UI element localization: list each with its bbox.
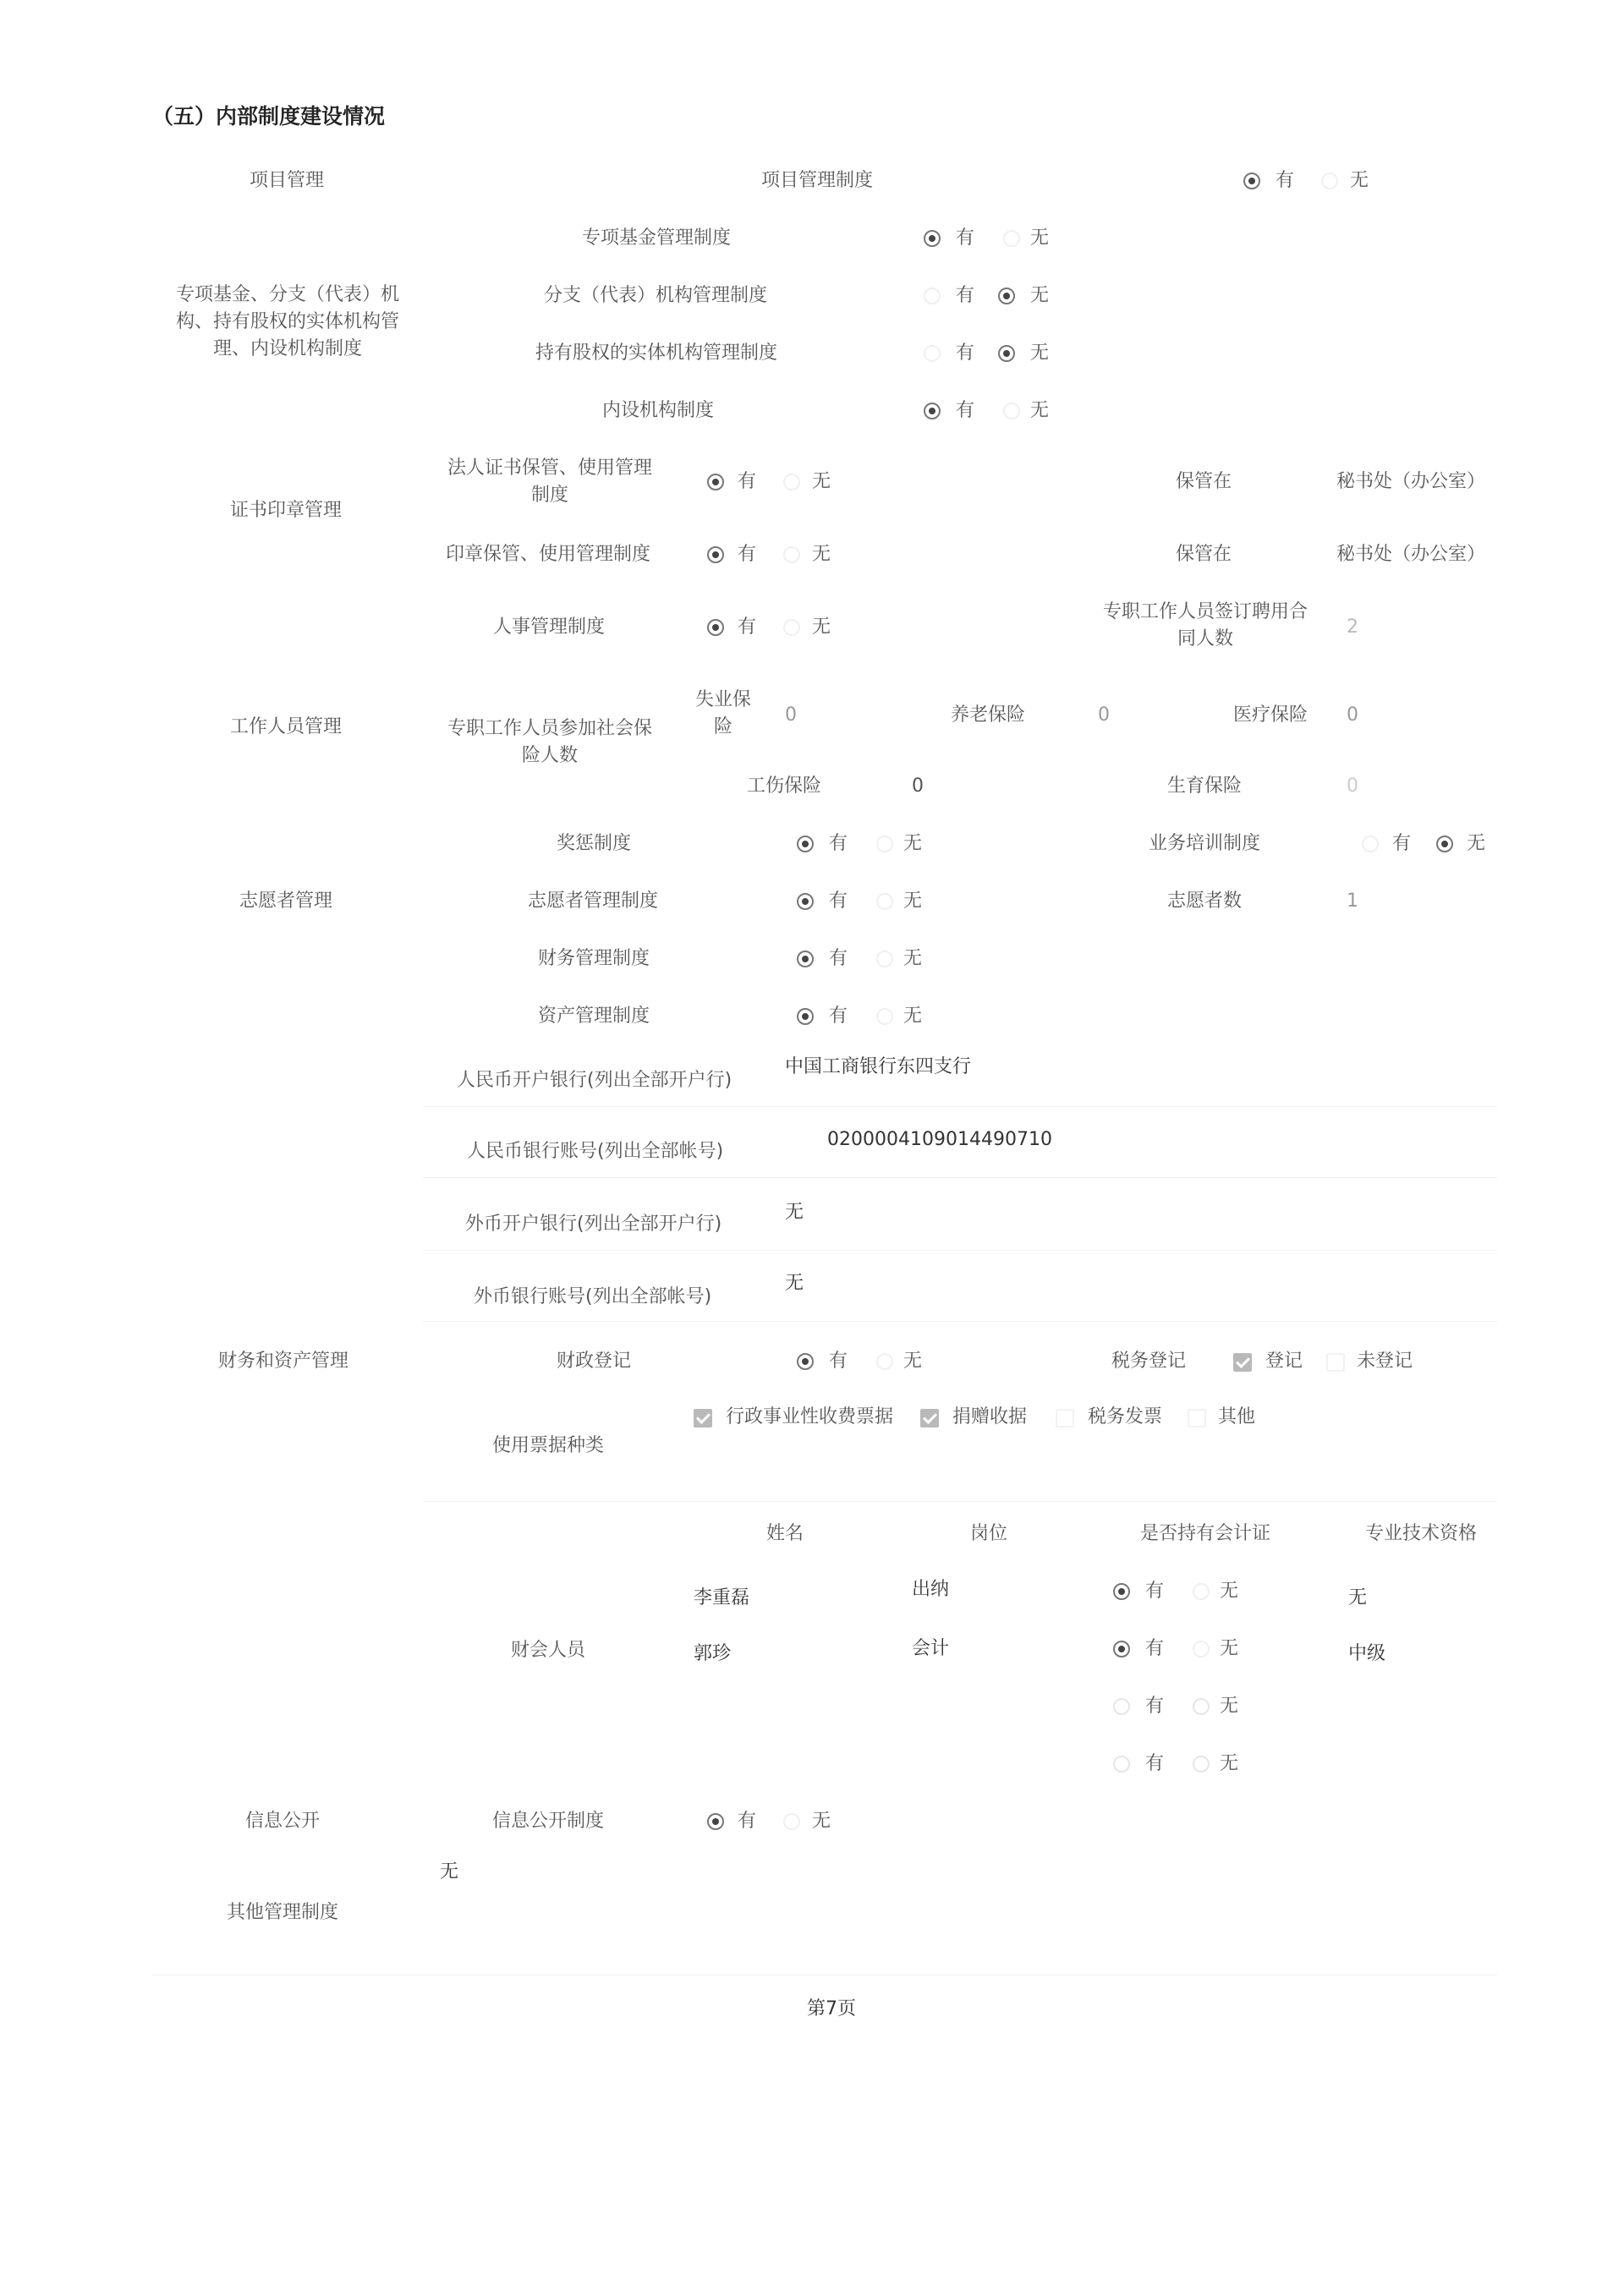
admin-fee-invoice-checkbox[interactable] <box>694 1409 712 1427</box>
reward-rule-yes-radio[interactable] <box>797 836 814 852</box>
volunteer-rule-label: 志愿者管理制度 <box>528 890 659 912</box>
yes-label: 有 <box>956 285 975 306</box>
injury-label: 工伤保险 <box>747 775 822 797</box>
staff-header-name: 姓名 <box>766 1523 804 1544</box>
maternity-value: 0 <box>1347 775 1358 797</box>
staff-header-qualification: 专业技术资格 <box>1365 1523 1478 1544</box>
staff-post: 会计 <box>912 1638 950 1659</box>
equity-rule-yes-radio[interactable] <box>924 345 941 362</box>
training-rule-yes-radio[interactable] <box>1362 836 1379 852</box>
yes-label: 有 <box>1145 1581 1165 1602</box>
section-label-finance: 财务和资产管理 <box>218 1351 349 1372</box>
medical-label: 医疗保险 <box>1233 704 1309 726</box>
injury-value: 0 <box>912 775 924 797</box>
yes-label: 有 <box>738 616 757 638</box>
no-label: 无 <box>903 833 923 854</box>
seal-place-value: 秘书处（办公室） <box>1336 544 1486 565</box>
invoice-type-item: 其他 <box>1218 1406 1256 1427</box>
yes-label: 有 <box>1145 1753 1165 1774</box>
donation-receipt-checkbox[interactable] <box>920 1409 939 1427</box>
branch-rule-yes-radio[interactable] <box>924 288 941 304</box>
pension-label: 养老保险 <box>951 704 1026 726</box>
equity-rule-label: 持有股权的实体机构管理制度 <box>535 342 778 364</box>
staff-cert-yes-radio[interactable] <box>1113 1583 1130 1600</box>
no-label: 无 <box>812 544 831 565</box>
staff-post: 出纳 <box>912 1579 950 1600</box>
staff-name: 李重磊 <box>694 1587 750 1608</box>
rmb-account-value: 0200004109014490710 <box>827 1129 1052 1150</box>
invoice-type-item: 捐赠收据 <box>952 1406 1028 1427</box>
divider <box>423 1250 1497 1251</box>
staff-name: 郭珍 <box>694 1643 732 1664</box>
staff-cert-yes-radio[interactable] <box>1113 1756 1130 1773</box>
section-label-staff: 工作人员管理 <box>230 716 343 737</box>
no-label: 无 <box>1030 342 1050 364</box>
staff-qualification: 无 <box>1348 1587 1368 1608</box>
staff-header-post: 岗位 <box>970 1523 1008 1544</box>
equity-rule-no-radio[interactable] <box>998 345 1015 362</box>
fx-bank-label: 外币开户银行(列出全部开户行) <box>465 1214 722 1235</box>
yes-label: 有 <box>956 342 975 364</box>
cert-place-value: 秘书处（办公室） <box>1336 471 1486 492</box>
rmb-bank-value: 中国工商银行东四支行 <box>785 1056 972 1077</box>
pension-value: 0 <box>1098 704 1110 726</box>
staff-cert-no-radio[interactable] <box>1193 1698 1210 1715</box>
yes-label: 有 <box>1276 170 1295 191</box>
internal-rule-yes-radio[interactable] <box>924 403 941 419</box>
fund-rule-yes-radio[interactable] <box>924 230 941 247</box>
tax-reg-label: 税务登记 <box>1111 1351 1187 1372</box>
other-invoice-checkbox[interactable] <box>1188 1409 1206 1427</box>
no-label: 无 <box>812 471 831 492</box>
volunteer-rule-no-radio[interactable] <box>876 893 893 910</box>
registered-label: 登记 <box>1265 1351 1303 1372</box>
volunteer-count-value: 1 <box>1347 890 1358 912</box>
no-label: 无 <box>1220 1696 1239 1717</box>
invoice-type-item: 行政事业性收费票据 <box>726 1406 894 1427</box>
branch-rule-no-radio[interactable] <box>998 288 1015 304</box>
section-label-disclosure: 信息公开 <box>245 1811 321 1832</box>
fiscal-reg-label: 财政登记 <box>557 1351 632 1372</box>
fiscal-reg-yes-radio[interactable] <box>797 1353 814 1370</box>
fin-rule-label: 财务管理制度 <box>538 948 650 969</box>
invoice-type-label: 使用票据种类 <box>492 1435 605 1456</box>
yes-label: 有 <box>829 948 848 969</box>
seal-rule-label: 印章保管、使用管理制度 <box>446 544 651 565</box>
fiscal-reg-no-radio[interactable] <box>876 1353 893 1370</box>
yes-label: 有 <box>738 471 757 492</box>
maternity-label: 生育保险 <box>1167 775 1243 797</box>
section-label-branch: 专项基金、分支（代表）机 构、持有股权的实体机构管 理、内设机构制度 <box>175 284 399 359</box>
branch-rule-label: 分支（代表）机构管理制度 <box>544 285 768 306</box>
volunteer-count-label: 志愿者数 <box>1167 890 1243 912</box>
section-label-volunteer: 志愿者管理 <box>239 890 333 912</box>
page-number: 第7页 <box>807 1998 856 2019</box>
unemployment-label: 失业保 险 <box>694 689 751 737</box>
kept-at-label: 保管在 <box>1176 471 1232 492</box>
tax-unregistered-checkbox[interactable] <box>1326 1353 1345 1372</box>
cert-rule-label: 法人证书保管、使用管理 制度 <box>447 458 652 506</box>
yes-label: 有 <box>1145 1638 1165 1659</box>
asset-rule-yes-radio[interactable] <box>797 1008 814 1025</box>
asset-rule-label: 资产管理制度 <box>538 1006 650 1027</box>
divider <box>423 1321 1497 1322</box>
divider <box>423 1177 1497 1178</box>
training-rule-no-radio[interactable] <box>1436 836 1453 852</box>
staff-qualification: 中级 <box>1348 1643 1386 1664</box>
section-label-project: 项目管理 <box>250 170 325 191</box>
disclosure-rule-no-radio[interactable] <box>783 1813 800 1830</box>
other-rule-value: 无 <box>440 1861 459 1882</box>
no-label: 无 <box>1220 1638 1239 1659</box>
no-label: 无 <box>903 1006 923 1027</box>
internal-rule-label: 内设机构制度 <box>602 400 715 421</box>
hr-rule-yes-radio[interactable] <box>707 619 724 636</box>
no-label: 无 <box>1467 833 1486 854</box>
insurance-count-label: 专职工作人员参加社会保 险人数 <box>447 718 652 766</box>
yes-label: 有 <box>829 833 848 854</box>
no-label: 无 <box>812 1811 831 1832</box>
seal-rule-no-radio[interactable] <box>783 546 800 563</box>
tax-invoice-checkbox[interactable] <box>1056 1409 1074 1427</box>
section-title: （五）内部制度建设情况 <box>152 104 386 129</box>
yes-label: 有 <box>738 1811 757 1832</box>
divider <box>423 1106 1497 1107</box>
project-rule-no-radio[interactable] <box>1321 173 1338 189</box>
staff-cert-no-radio[interactable] <box>1193 1756 1210 1773</box>
section-label-seal: 证书印章管理 <box>230 500 343 521</box>
no-label: 无 <box>1030 227 1050 249</box>
fin-rule-no-radio[interactable] <box>876 951 893 967</box>
fund-rule-label: 专项基金管理制度 <box>582 227 732 249</box>
project-rule-yes-radio[interactable] <box>1243 173 1260 189</box>
disclosure-rule-yes-radio[interactable] <box>707 1813 724 1830</box>
no-label: 无 <box>1220 1581 1239 1602</box>
accounting-staff-label: 财会人员 <box>511 1640 586 1661</box>
hr-rule-no-radio[interactable] <box>783 619 800 636</box>
no-label: 无 <box>1350 170 1369 191</box>
volunteer-rule-yes-radio[interactable] <box>797 893 814 910</box>
unemployment-value: 0 <box>785 704 797 726</box>
yes-label: 有 <box>738 544 757 565</box>
training-rule-label: 业务培训制度 <box>1149 833 1261 854</box>
yes-label: 有 <box>956 400 975 421</box>
no-label: 无 <box>1030 400 1050 421</box>
seal-rule-yes-radio[interactable] <box>707 546 724 563</box>
cert-rule-yes-radio[interactable] <box>707 474 724 490</box>
fx-account-value: 无 <box>785 1273 804 1294</box>
yes-label: 有 <box>829 890 848 912</box>
staff-cert-yes-radio[interactable] <box>1113 1641 1130 1658</box>
rmb-account-label: 人民币银行账号(列出全部帐号) <box>467 1141 724 1162</box>
medical-value: 0 <box>1347 704 1358 726</box>
hr-rule-label: 人事管理制度 <box>493 616 606 638</box>
section-label-other: 其他管理制度 <box>227 1902 339 1923</box>
reward-rule-no-radio[interactable] <box>876 836 893 852</box>
tax-registered-checkbox[interactable] <box>1233 1353 1252 1372</box>
contract-count-label: 专职工作人员签订聘用合 同人数 <box>1102 601 1308 649</box>
fund-rule-no-radio[interactable] <box>1003 230 1020 247</box>
reward-rule-label: 奖惩制度 <box>557 833 632 854</box>
fx-account-label: 外币银行账号(列出全部帐号) <box>474 1286 712 1307</box>
staff-cert-no-radio[interactable] <box>1193 1583 1210 1600</box>
divider <box>423 1501 1497 1502</box>
no-label: 无 <box>812 616 831 638</box>
internal-rule-no-radio[interactable] <box>1003 403 1020 419</box>
staff-cert-yes-radio[interactable] <box>1113 1698 1130 1715</box>
no-label: 无 <box>903 1351 923 1372</box>
no-label: 无 <box>1220 1753 1239 1774</box>
yes-label: 有 <box>1145 1696 1165 1717</box>
project-rule-label: 项目管理制度 <box>761 170 874 191</box>
yes-label: 有 <box>829 1006 848 1027</box>
rmb-bank-label: 人民币开户银行(列出全部开户行) <box>457 1070 732 1091</box>
contract-count-value: 2 <box>1347 616 1358 638</box>
disclosure-rule-label: 信息公开制度 <box>492 1811 605 1832</box>
no-label: 无 <box>1030 285 1050 306</box>
yes-label: 有 <box>829 1351 848 1372</box>
fin-rule-yes-radio[interactable] <box>797 951 814 967</box>
staff-cert-no-radio[interactable] <box>1193 1641 1210 1658</box>
no-label: 无 <box>903 948 923 969</box>
unregistered-label: 未登记 <box>1357 1351 1413 1372</box>
yes-label: 有 <box>1392 833 1412 854</box>
cert-rule-no-radio[interactable] <box>783 474 800 490</box>
no-label: 无 <box>903 890 923 912</box>
fx-bank-value: 无 <box>785 1202 804 1223</box>
staff-header-cert: 是否持有会计证 <box>1140 1523 1271 1544</box>
yes-label: 有 <box>956 227 975 249</box>
kept-at-label: 保管在 <box>1176 544 1232 565</box>
invoice-type-item: 税务发票 <box>1088 1406 1163 1427</box>
asset-rule-no-radio[interactable] <box>876 1008 893 1025</box>
